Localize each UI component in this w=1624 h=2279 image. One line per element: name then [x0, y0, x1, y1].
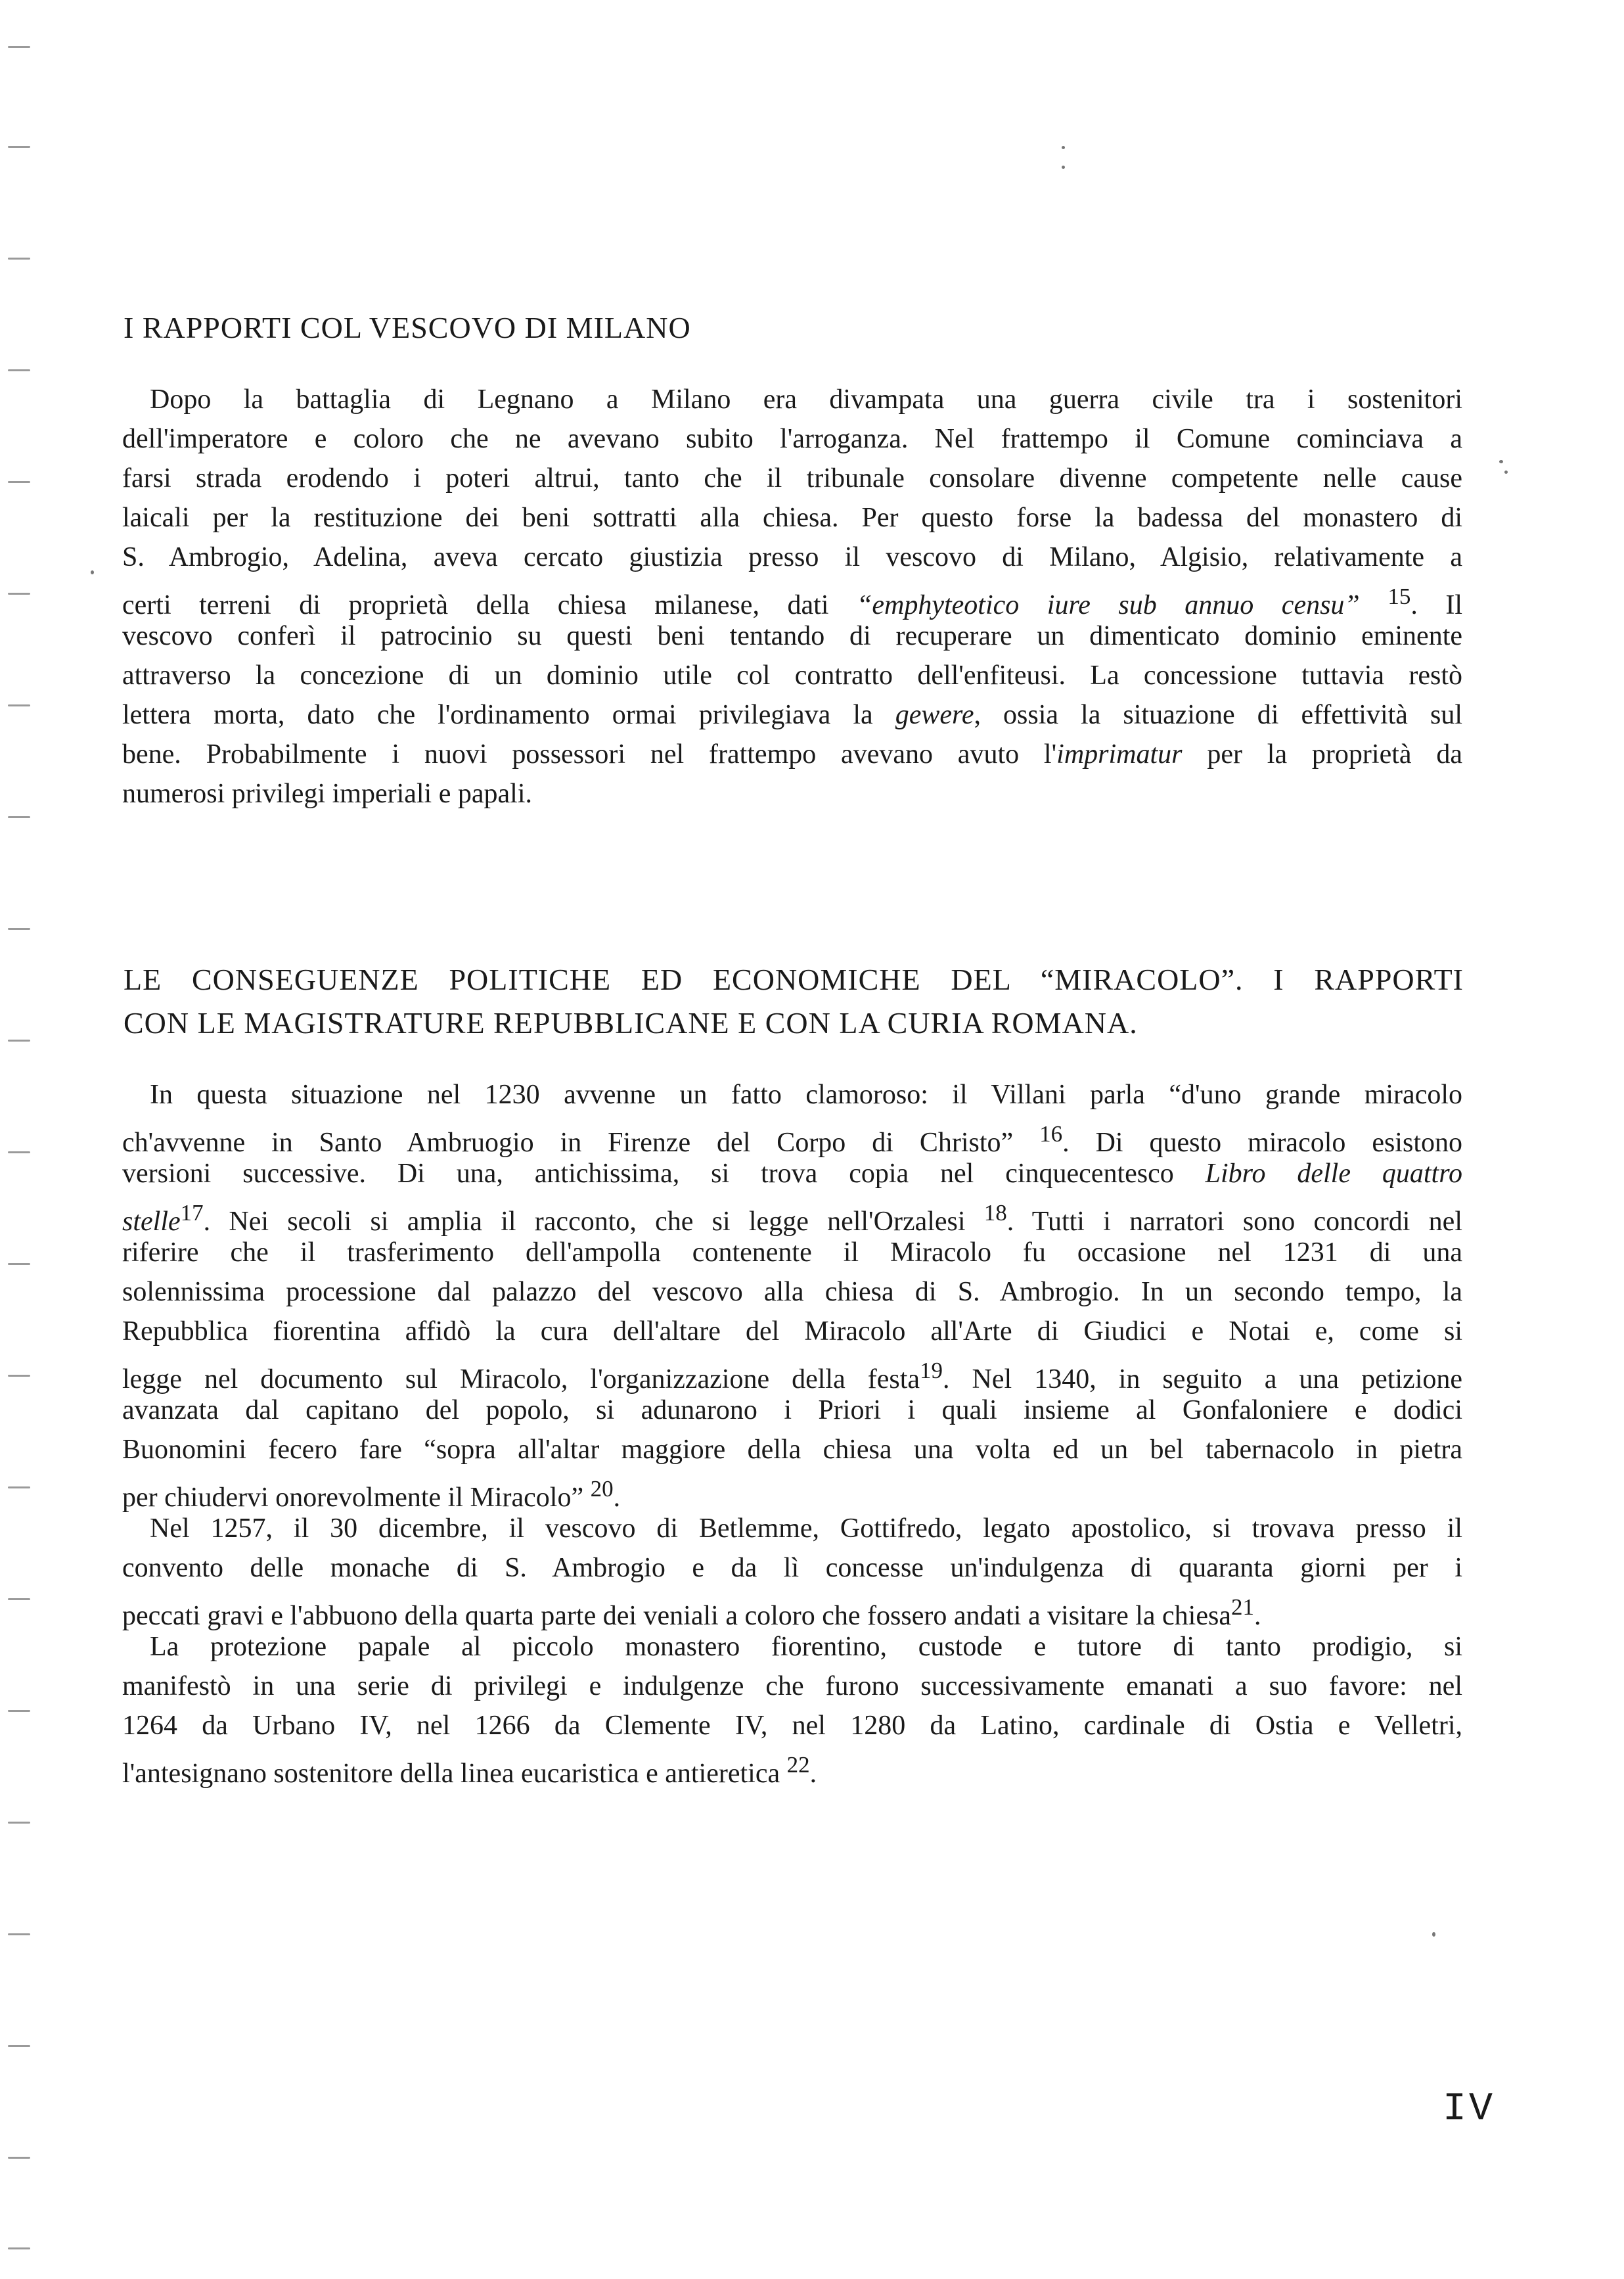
- text-span: , ossia la situazione di effettività sul: [974, 700, 1462, 730]
- text-line: Dopo la battaglia di Legnano a Milano era divampata una guerra civile tra i sostenitori: [150, 384, 1462, 415]
- text-line: farsi strada erodendo i poteri altrui, tanto che il tribunale consolare divenne competente nelle cause: [122, 463, 1462, 494]
- text-span: ch'avvenne in Santo Ambruogio in Firenze del Corpo di Christo”: [122, 1128, 1040, 1158]
- text-span: versioni successive. Di una, antichissima, si trova copia nel cinquecentesco: [122, 1159, 1206, 1189]
- text-span: per la proprietà da: [1182, 739, 1462, 770]
- text-line: avanzata dal capitano del popolo, si adunarono i Priori i quali insieme al Gonfaloniere e dodici: [122, 1395, 1462, 1425]
- text-line: Repubblica fiorentina affidò la cura dell'altare del Miracolo all'Arte di Giudici e Notai e, come si: [122, 1316, 1462, 1347]
- text-line: [122, 1351, 1462, 1394]
- footnote-ref-18: 18: [983, 1200, 1007, 1226]
- edge-mark: [8, 1151, 30, 1153]
- section-heading-text: LE CONSEGUENZE POLITICHE ED ECONOMICHE DEL “MIRACOLO”. I RAPPORTI: [124, 963, 1464, 996]
- term-imprimatur: imprimatur: [1056, 739, 1183, 770]
- text-line: laicali per la restituzione dei beni sottratti alla chiesa. Per questo forse la badessa del monastero di: [122, 503, 1462, 533]
- text-line: [122, 577, 1463, 620]
- text-span: . Il: [1410, 590, 1463, 620]
- text-line: solennissima processione dal palazzo del vescovo alla chiesa di S. Ambrogio. In un secondo tempo, la: [122, 1277, 1462, 1307]
- paragraph-vescovo: [122, 380, 1462, 814]
- text-line: l'antesignano sostenitore della linea eucaristica e antieretica $^{22}$.: [122, 1752, 817, 1789]
- footnote-ref-20: 20: [590, 1476, 614, 1502]
- text-line: riferire che il trasferimento dell'ampolla contenente il Miracolo fu occasione nel 1231 di una: [122, 1237, 1462, 1268]
- edge-mark: [8, 816, 30, 818]
- edge-mark: [8, 2045, 30, 2047]
- scan-speck: [1062, 166, 1065, 169]
- footnote-ref-17: 17: [180, 1200, 204, 1226]
- edge-mark: [8, 46, 30, 48]
- footnote-ref-15: 15: [1387, 584, 1411, 609]
- footnote-ref-22: 22: [786, 1752, 810, 1778]
- edge-mark: [8, 1375, 30, 1377]
- text-line: La protezione papale al piccolo monastero fiorentino, custode e tutore di tanto prodigio, si: [150, 1632, 1462, 1662]
- edge-mark: [8, 258, 30, 260]
- text-line: S. Ambrogio, Adelina, aveva cercato giustizia presso il vescovo di Milano, Algisio, relativamente a: [122, 542, 1462, 572]
- text-line: In questa situazione nel 1230 avvenne un fatto clamoroso: il Villani parla “d'uno grande miracolo: [150, 1080, 1462, 1110]
- edge-mark: [8, 369, 30, 371]
- text-span: l'antesignano sostenitore della linea eucaristica e antieretica: [122, 1759, 787, 1789]
- edge-mark: [8, 1822, 30, 1824]
- text-line: convento delle monache di S. Ambrogio e da lì concesse un'indulgenza di quaranta giorni per i: [122, 1553, 1462, 1583]
- edge-mark: [8, 1598, 30, 1600]
- book-title: stelle: [122, 1207, 181, 1237]
- footnote-ref-21: 21: [1230, 1594, 1254, 1620]
- paragraph-miracolo: [122, 1075, 1462, 1789]
- scan-speck: [1062, 146, 1065, 149]
- text-span: bene. Probabilmente i nuovi possessori nel frattempo avevano avuto l': [122, 739, 1057, 770]
- text-span: . Tutti i narratori sono concordi nel: [1006, 1207, 1462, 1237]
- edge-mark: [8, 2157, 30, 2159]
- edge-mark: [8, 1710, 30, 1712]
- page-number: IV: [1443, 2087, 1496, 2132]
- book-title: Libro delle quattro: [1205, 1159, 1462, 1189]
- text-line: dell'imperatore e coloro che ne avevano subito l'arroganza. Nel frattempo il Comune cominciava a: [122, 424, 1462, 454]
- edge-mark: [8, 928, 30, 930]
- edge-mark: [8, 1040, 30, 1042]
- text-line: vescovo conferì il patrocinio su questi beni tentando di recuperare un dimenticato dominio eminente: [122, 621, 1462, 651]
- text-line: 1264 da Urbano IV, nel 1266 da Clemente IV, nel 1280 da Latino, cardinale di Ostia e Velletri,: [122, 1711, 1462, 1741]
- scan-speck: [1499, 460, 1503, 463]
- edge-mark: [8, 1263, 30, 1265]
- scan-speck: [91, 570, 94, 574]
- edge-mark: [8, 2247, 30, 2249]
- text-line: Nel 1257, il 30 dicembre, il vescovo di Betlemme, Gottifredo, legato apostolico, si trovava presso il: [150, 1513, 1462, 1544]
- latin-quote: “emphyteotico iure sub annuo censu”: [857, 590, 1360, 620]
- edge-mark: [8, 1486, 30, 1488]
- term-gewere: gewere: [895, 700, 974, 730]
- section-heading-miracolo: [124, 958, 1464, 1045]
- section-heading-vescovo: [124, 306, 1464, 350]
- text-line: [122, 1154, 1462, 1193]
- edge-mark: [8, 593, 30, 595]
- text-span: peccati gravi e l'abbuono della quarta parte dei veniali a coloro che fossero andati a visitare la chiesa: [122, 1601, 1231, 1631]
- edge-mark: [8, 1933, 30, 1935]
- text-line: attraverso la concezione di un dominio utile col contratto dell'enfiteusi. La concessione tuttavia restò: [122, 660, 1462, 691]
- section-heading-text: CON LE MAGISTRATURE REPUBBLICANE E CON LA CURIA ROMANA.: [124, 1006, 1138, 1040]
- text-line: manifestò in una serie di privilegi e indulgenze che furono successivamente emanati a suo favore: nel: [122, 1671, 1462, 1701]
- edge-mark: [8, 481, 30, 483]
- section-heading-text: I RAPPORTI COL VESCOVO DI MILANO: [124, 311, 691, 344]
- scan-speck: [1504, 471, 1508, 474]
- footnote-ref-16: 16: [1039, 1121, 1063, 1147]
- edge-mark: [8, 146, 30, 148]
- text-span: certi terreni di proprietà della chiesa milanese, dati: [122, 590, 857, 620]
- text-line: [122, 1115, 1462, 1158]
- text-line: [122, 1193, 1462, 1237]
- text-span: . Nei secoli si amplia il racconto, che si legge nell'Orzalesi: [203, 1207, 984, 1237]
- footnote-ref-19: 19: [920, 1358, 943, 1383]
- text-span: per chiudervi onorevolmente il Miracolo”: [122, 1483, 591, 1513]
- text-line: [122, 695, 1462, 735]
- text-line: per chiudervi onorevolmente il Miracolo” $^{20}$.: [122, 1476, 621, 1513]
- text-line: numerosi privilegi imperiali e papali.: [122, 779, 532, 809]
- text-line: [122, 735, 1462, 774]
- edge-mark: [8, 704, 30, 706]
- text-span: . Di questo miracolo esistono: [1062, 1128, 1462, 1158]
- scan-speck: [1432, 1932, 1435, 1937]
- text-line: peccati gravi e l'abbuono della quarta parte dei veniali a coloro che fossero andati a visitare la chiesa$^{21}$.: [122, 1594, 1261, 1631]
- text-span: lettera morta, dato che l'ordinamento ormai privilegiava la: [122, 700, 895, 730]
- text-span: legge nel documento sul Miracolo, l'organizzazione della festa: [122, 1364, 920, 1394]
- text-line: Buonomini fecero fare “sopra all'altar maggiore della chiesa una volta ed un bel tabernacolo in pietra: [122, 1435, 1462, 1465]
- text-span: . Nel 1340, in seguito a una petizione: [943, 1364, 1462, 1394]
